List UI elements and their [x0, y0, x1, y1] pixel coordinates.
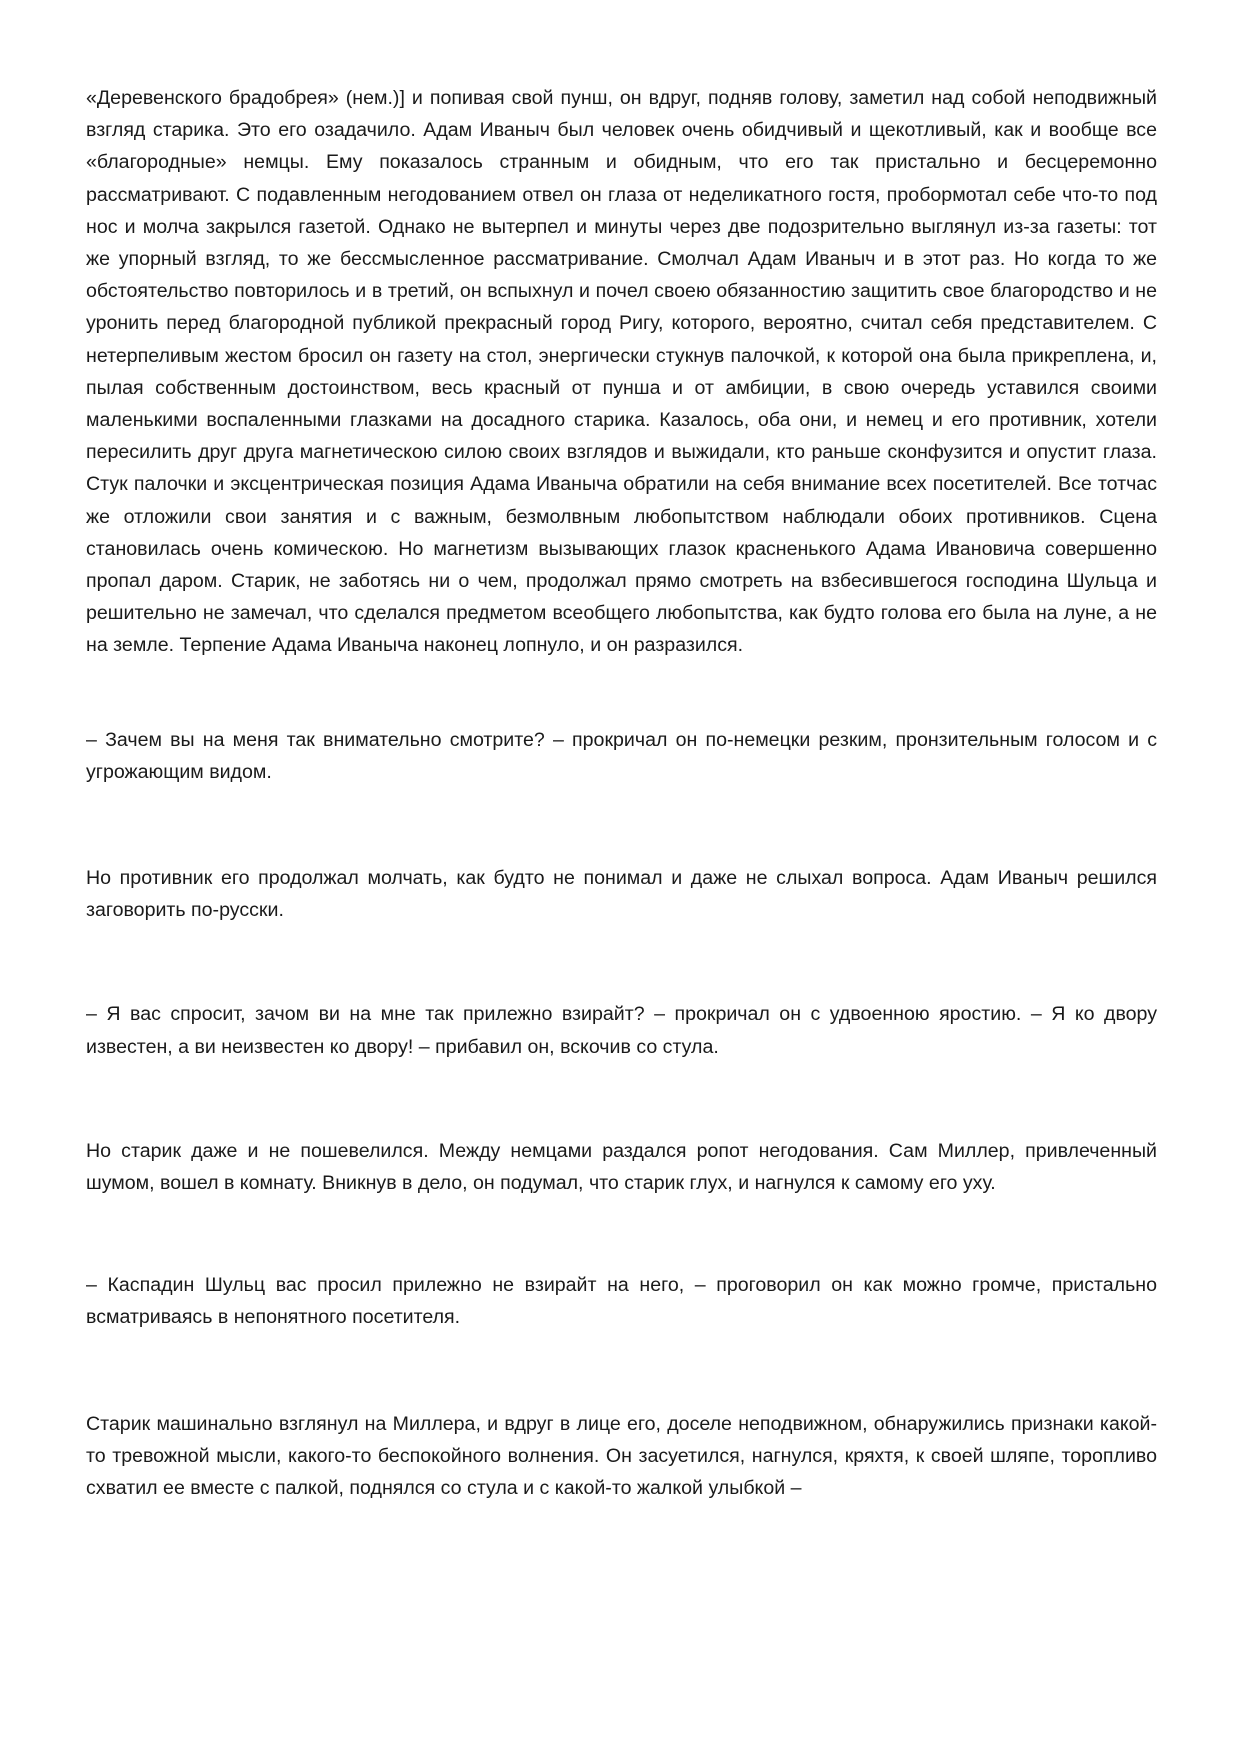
paragraph-narration-1: «Деревенского брадобрея» (нем.)] и попивая свой пунш, он вдруг, подняв голову, заметил над собой неподвижный взгляд старика. Это его озадачило. Адам Иваныч был человек очень обидчивый и щекотливый, как и вообще все «благородные» немцы. Ему показалось странным и обидным, что его так пристально и бесцеремонно рассматривают. С подавленным негодованием отвел он глаза от неделикатного гостя, пробормотал себе что-то под нос и молча закрылся газетой. Однако не вытерпел и минуты через две подозрительно выглянул из-за газеты: тот же упорный взгляд, то же бессмысленное рассматривание. Смолчал Адам Иваныч и в этот раз. Но когда то же обстоятельство повторилось и в третий, он вспыхнул и почел своею обязанностию защитить свое благородство и не уронить перед благородной публикой прекрасный город Ригу, которого, вероятно, считал себя представителем. С нетерпеливым жестом бросил он газету на стол, энергически стукнув палочкой, к которой она была прикреплена, и, пылая собственным достоинством, весь красный от пунша и от амбиции, в свою очередь уставился своими маленькими воспаленными глазками на досадного старика. Казалось, оба они, и немец и его противник, хотели пересилить друг друга магнетическою силою своих взглядов и выжидали, кто раньше сконфузится и опустит глаза. Стук палочки и эксцентрическая позиция Адама Иваныча обратили на себя внимание всех посетителей. Все тотчас же отложили свои занятия и с важным, безмолвным любопытством наблюдали обоих противников. Сцена становилась очень комическою. Но магнетизм вызывающих глазок красненького Адама Ивановича совершенно пропал даром. Старик, не заботясь ни о чем, продолжал прямо смотреть на взбесившегося господина Шульца и решительно не замечал, что сделался предметом всеобщего любопытства, как будто голова его была на луне, а не на земле. Терпение Адама Иваныча наконец лопнуло, и он разразился. [86, 87, 1157, 657]
paragraph-dialogue-2: – Я вас спросит, зачом ви на мне так прилежно взирайт? – прокричал он с удвоенною яростию. – Я ко двору известен, а ви неизвестен ко двору! – прибавил он, вскочив со стула. [86, 1003, 1157, 1058]
paragraph-narration-3: Но старик даже и не пошевелился. Между немцами раздался ропот негодования. Сам Миллер, привлеченный шумом, вошел в комнату. Вникнув в дело, он подумал, что старик глух, и нагнулся к самому его уху. [86, 1139, 1157, 1195]
paragraph-dialogue-1: – Зачем вы на меня так внимательно смотрите? – прокричал он по-немецки резким, пронзительным голосом и с угрожающим видом. [86, 728, 1157, 783]
paragraph-dialogue-3: – Каспадин Шульц вас просил прилежно не взирайт на него, – проговорил он как можно громче, пристально всматриваясь в непонятного посетителя. [86, 1274, 1157, 1329]
document-page [86, 82, 1157, 1504]
paragraph-narration-4: Старик машинально взглянул на Миллера, и вдруг в лице его, доселе неподвижном, обнаружились признаки какой-то тревожной мысли, какого-то беспокойного волнения. Он засуетился, нагнулся, кряхтя, к своей шляпе, торопливо схватил ее вместе с палкой, поднялся со стула и с какой-то жалкой улыбкой – [86, 1412, 1157, 1500]
paragraph-narration-2: Но противник его продолжал молчать, как будто не понимал и даже не слыхал вопроса. Адам Иваныч решился заговорить по-русски. [86, 867, 1157, 922]
